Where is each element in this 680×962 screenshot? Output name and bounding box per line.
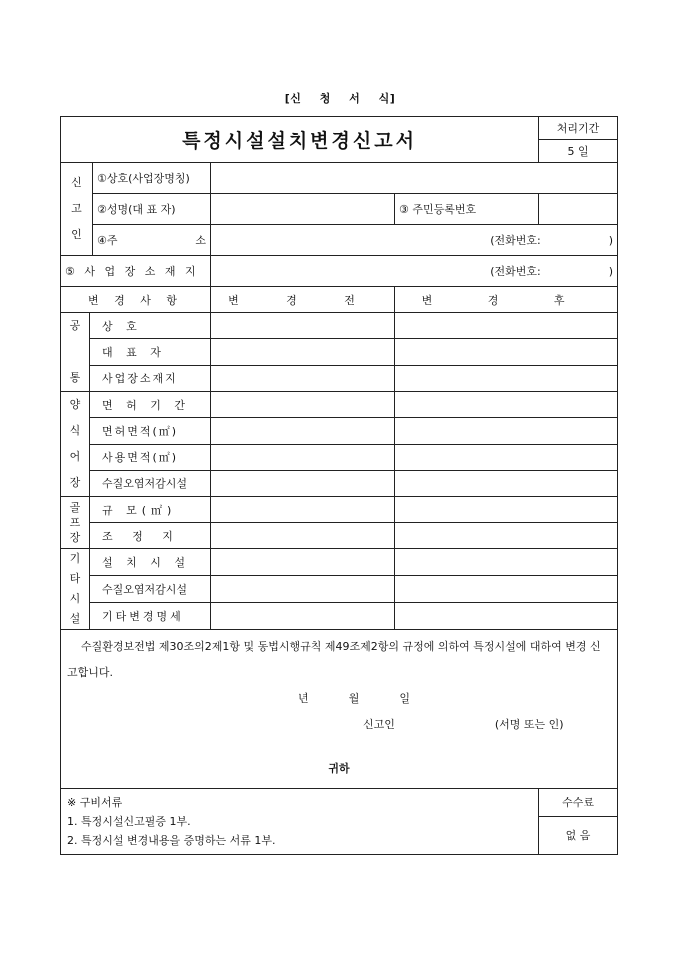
fee-value: 없 음 bbox=[539, 816, 618, 855]
item-label: 면허면적(㎡) bbox=[90, 418, 211, 444]
after-value[interactable] bbox=[395, 470, 618, 496]
after-value[interactable] bbox=[395, 444, 618, 470]
after-value[interactable] bbox=[395, 365, 618, 391]
address-phone: (전화번호: ) bbox=[490, 234, 614, 247]
sign-note: (서명 또는 인) bbox=[494, 718, 564, 731]
after-value[interactable] bbox=[395, 549, 618, 576]
site-phone: (전화번호: ) bbox=[490, 265, 614, 278]
representative-field[interactable] bbox=[211, 194, 395, 225]
item-label: 조 정 지 bbox=[90, 523, 211, 549]
group-other-label: 기 타 시 설 bbox=[61, 549, 90, 630]
date-line: 년 월 일 bbox=[298, 692, 410, 705]
item-label: 상 호 bbox=[90, 313, 211, 339]
before-value[interactable] bbox=[211, 444, 395, 470]
group-golf-label: 골 프 장 bbox=[61, 497, 90, 549]
before-value[interactable] bbox=[211, 497, 395, 523]
item-label: 면 허 기 간 bbox=[90, 392, 211, 418]
item-label: 대 표 자 bbox=[90, 339, 211, 365]
before-value[interactable] bbox=[211, 470, 395, 496]
item-label: 설 치 시 설 bbox=[90, 549, 211, 576]
after-value[interactable] bbox=[395, 339, 618, 365]
before-value[interactable] bbox=[211, 603, 395, 630]
item-label: 규 모(㎡) bbox=[90, 497, 211, 523]
item-label: 수질오염저감시설 bbox=[90, 470, 211, 496]
group-fish-farm-label: 양 식 어 장 bbox=[61, 392, 90, 497]
form-type-header: [신 청 서 식] bbox=[284, 92, 396, 105]
before-value[interactable] bbox=[211, 549, 395, 576]
applicant-group-label: 신 고 인 bbox=[61, 163, 93, 256]
before-value[interactable] bbox=[211, 339, 395, 365]
representative-label: ②성명(대 표 자) bbox=[93, 194, 211, 225]
trade-name-field[interactable] bbox=[211, 163, 618, 194]
signer-line: 신고인 (서명 또는 인) bbox=[363, 718, 564, 731]
item-label: 사업장소재지 bbox=[90, 365, 211, 391]
resident-number-field[interactable] bbox=[539, 194, 618, 225]
required-document-item: 2. 특정시설 변경내용을 증명하는 서류 1부. bbox=[67, 834, 276, 847]
item-label: 수질오염저감시설 bbox=[90, 576, 211, 603]
required-document-item: 1. 특정시설신고필증 1부. bbox=[67, 815, 191, 828]
before-value[interactable] bbox=[211, 365, 395, 391]
site-location-field[interactable] bbox=[211, 256, 618, 287]
change-item-header: 변 경 사 항 bbox=[61, 287, 211, 313]
after-value[interactable] bbox=[395, 523, 618, 549]
trade-name-label: ①상호(사업장명칭) bbox=[93, 163, 211, 194]
addressee: 귀하 bbox=[328, 762, 350, 775]
required-documents-title: ※ 구비서류 bbox=[67, 796, 123, 809]
site-location-label: ⑤ 사 업 장 소 재 지 bbox=[61, 256, 211, 287]
after-value[interactable] bbox=[395, 392, 618, 418]
after-value[interactable] bbox=[395, 603, 618, 630]
declaration-text: 수질환경보전법 제30조의2제1항 및 동법시행규칙 제49조제2항의 규정에 의하여 특정시설에 대하여 변경 신고합니다. bbox=[67, 640, 601, 679]
before-value[interactable] bbox=[211, 523, 395, 549]
before-value[interactable] bbox=[211, 392, 395, 418]
before-value[interactable] bbox=[211, 576, 395, 603]
after-value[interactable] bbox=[395, 497, 618, 523]
before-value[interactable] bbox=[211, 313, 395, 339]
form-title: 특정시설설치변경신고서 bbox=[61, 117, 539, 163]
processing-period-label: 처리기간 bbox=[539, 117, 618, 140]
declaration-block bbox=[61, 630, 618, 789]
fee-label: 수수료 bbox=[539, 789, 618, 817]
after-value[interactable] bbox=[395, 576, 618, 603]
address-field[interactable] bbox=[211, 225, 618, 256]
required-documents bbox=[61, 789, 539, 855]
resident-number-label: ③ 주민등록번호 bbox=[395, 194, 539, 225]
after-value[interactable] bbox=[395, 313, 618, 339]
item-label: 사용면적(㎡) bbox=[90, 444, 211, 470]
report-form bbox=[60, 116, 618, 855]
item-label: 기타변경명세 bbox=[90, 603, 211, 630]
address-label: ④주 소 bbox=[93, 225, 211, 256]
after-value[interactable] bbox=[395, 418, 618, 444]
after-change-header: 변 경 후 bbox=[395, 287, 618, 313]
before-value[interactable] bbox=[211, 418, 395, 444]
before-change-header: 변 경 전 bbox=[211, 287, 395, 313]
processing-period-value: 5 일 bbox=[539, 140, 618, 163]
group-common-label: 공 통 bbox=[61, 313, 90, 392]
